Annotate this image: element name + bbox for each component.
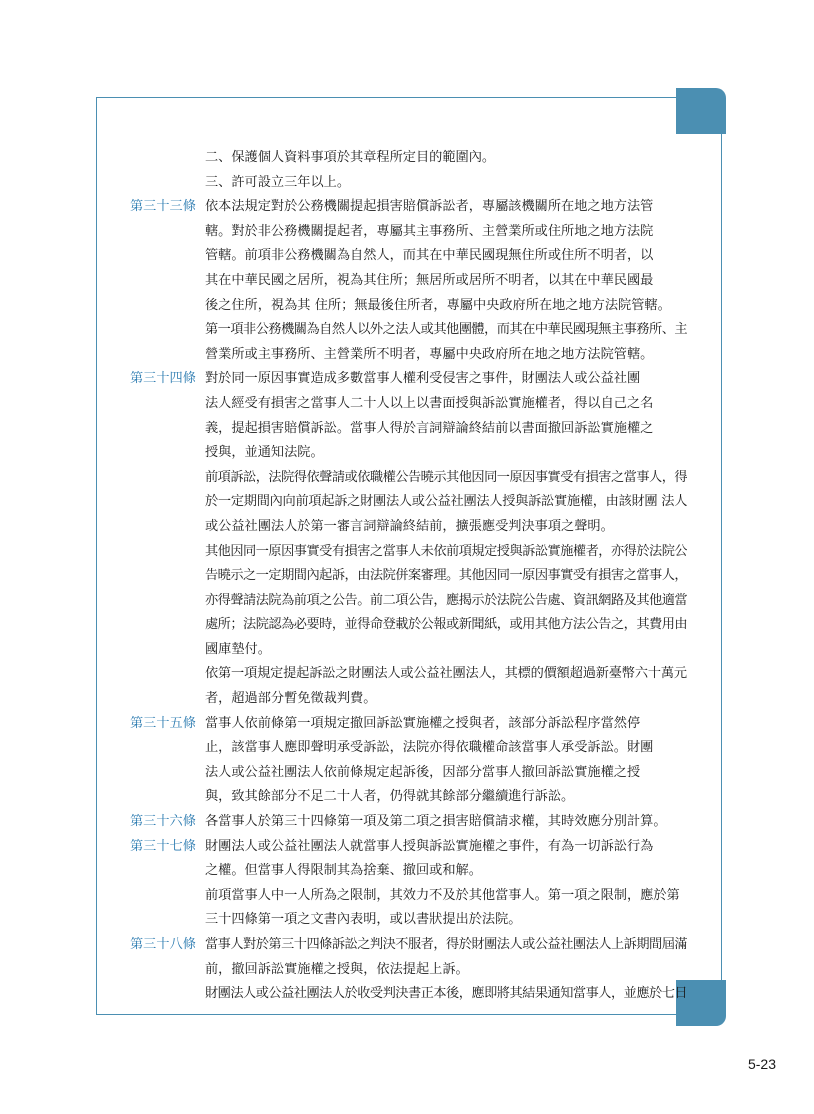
line-text: 處所；法院認為必要時，並得命登載於公報或新聞紙，或用其他方法公告之，其費用由 [205,617,687,633]
text-line [0,712,814,737]
text-line [0,318,814,343]
text-line [0,761,814,786]
line-text: 其他因同一原因事實受有損害之當事人未依前項規定授與訴訟實施權者，亦得於法院公 [205,543,687,559]
text-line [0,810,814,835]
article-label: 第三十三條 [130,199,196,215]
article-label: 第三十五條 [130,715,196,731]
text-line [0,884,814,909]
corner-tab-top [676,88,726,134]
text-line [0,441,814,466]
line-text: 告曉示之一定期間內起訴，由法院併案審理。其他因同一原因事實受有損害之當事人， [205,568,687,584]
text-line [0,908,814,933]
text-line [0,392,814,417]
line-text: 依本法規定對於公務機關提起損害賠償訴訟者，專屬該機關所在地之地方法管 [205,199,654,215]
law-text-body [0,146,814,1007]
text-line [0,785,814,810]
text-line [0,466,814,491]
line-text: 之權。但當事人得限制其為捨棄、撤回或和解。 [205,863,482,879]
line-text: 對於同一原因事實造成多數當事人權利受侵害之事件，財團法人或公益社團 [205,371,641,387]
line-text: 三十四條第一項之文書內表明，或以書狀提出於法院。 [205,912,522,928]
text-line [0,146,814,171]
text-line [0,958,814,983]
text-line [0,490,814,515]
line-text: 前項訴訟，法院得依聲請或依職權公告曉示其他因同一原因事實受有損害之當事人，得 [205,469,687,485]
line-text: 於一定期間內向前項起訴之財團法人或公益社團法人授與訴訟實施權，由該財團 法人 [205,494,687,510]
text-line [0,933,814,958]
text-line [0,220,814,245]
line-text: 管轄。前項非公務機關為自然人，而其在中華民國現無住所或住所不明者，以 [205,248,654,264]
line-text: 或公益社團法人於第一審言詞辯論終結前，擴張應受判決事項之聲明。 [205,518,614,534]
text-line [0,417,814,442]
text-line [0,736,814,761]
text-line [0,589,814,614]
text-line [0,638,814,663]
line-text: 財團法人或公益社團法人於收受判決書正本後，應即將其結果通知當事人，並應於七日 [205,986,687,1002]
text-line [0,515,814,540]
line-text: 二、保護個人資料事項於其章程所定目的範圍內。 [205,150,496,165]
text-line [0,540,814,565]
text-line [0,687,814,712]
line-text: 營業所或主事務所、主營業所不明者，專屬中央政府所在地之地方法院管轄。 [205,346,654,362]
line-text: 第一項非公務機關為自然人以外之法人或其他團體，而其在中華民國現無主事務所、主 [205,322,687,338]
text-line [0,294,814,319]
line-text: 亦得聲請法院為前項之公告。前二項公告，應揭示於法院公告處、資訊網路及其他適當 [205,592,687,608]
article-label: 第三十六條 [130,814,196,830]
text-line [0,367,814,392]
line-text: 財團法人或公益社團法人就當事人授與訴訟實施權之事件，有為一切訴訟行為 [205,838,654,854]
line-text: 法人經受有損害之當事人二十人以上以書面授與訴訟實施權者，得以自己之名 [205,395,654,411]
line-text: 法人或公益社團法人依前條規定起訴後，因部分當事人撤回訴訟實施權之授 [205,764,641,780]
text-line [0,835,814,860]
text-line [0,613,814,638]
line-text: 授與，並通知法院。 [205,445,324,461]
line-text: 前，撤回訴訟實施權之授與，依法提起上訴。 [205,961,469,977]
line-text: 三、許可設立三年以上。 [205,174,351,190]
text-line [0,662,814,687]
article-label: 第三十七條 [130,838,196,854]
text-line [0,859,814,884]
line-text: 其在中華民國之居所，視為其住所；無居所或居所不明者，以其在中華民國最 [205,272,654,288]
text-line [0,269,814,294]
text-line [0,982,814,1007]
page-number: 5-23 [747,1056,776,1072]
line-text: 當事人對於第三十四條訴訟之判決不服者，得於財團法人或公益社團法人上訴期間屆滿 [205,937,687,952]
article-label: 第三十八條 [130,937,196,952]
line-text: 者，超過部分暫免徵裁判費。 [205,691,377,707]
line-text: 國庫墊付。 [205,641,271,657]
article-label: 第三十四條 [130,371,196,387]
line-text: 止，該當事人應即聲明承受訴訟，法院亦得依職權命該當事人承受訴訟。財團 [205,740,654,756]
line-text: 依第一項規定提起訴訟之財團法人或公益社團法人，其標的價額超過新臺幣六十萬元 [205,666,687,682]
text-line [0,171,814,196]
line-text: 當事人依前條第一項規定撤回訴訟實施權之授與者，該部分訴訟程序當然停 [205,715,641,731]
text-line [0,244,814,269]
line-text: 轄。對於非公務機關提起者，專屬其主事務所、主營業所或住所地之地方法院 [205,223,654,239]
text-line [0,564,814,589]
line-text: 義，提起損害賠償訴訟。當事人得於言詞辯論終結前以書面撤回訴訟實施權之 [205,420,654,436]
text-line [0,195,814,220]
line-text: 前項當事人中一人所為之限制，其效力不及於其他當事人。第一項之限制，應於第 [205,887,680,903]
line-text: 後之住所，視為其 住所；無最後住所者，專屬中央政府所在地之地方法院管轄。 [205,297,671,313]
text-line [0,343,814,368]
line-text: 各當事人於第三十四條第一項及第二項之損害賠償請求權，其時效應分別計算。 [205,814,667,830]
line-text: 與，致其餘部分不足二十人者，仍得就其餘部分繼續進行訴訟。 [205,789,575,805]
